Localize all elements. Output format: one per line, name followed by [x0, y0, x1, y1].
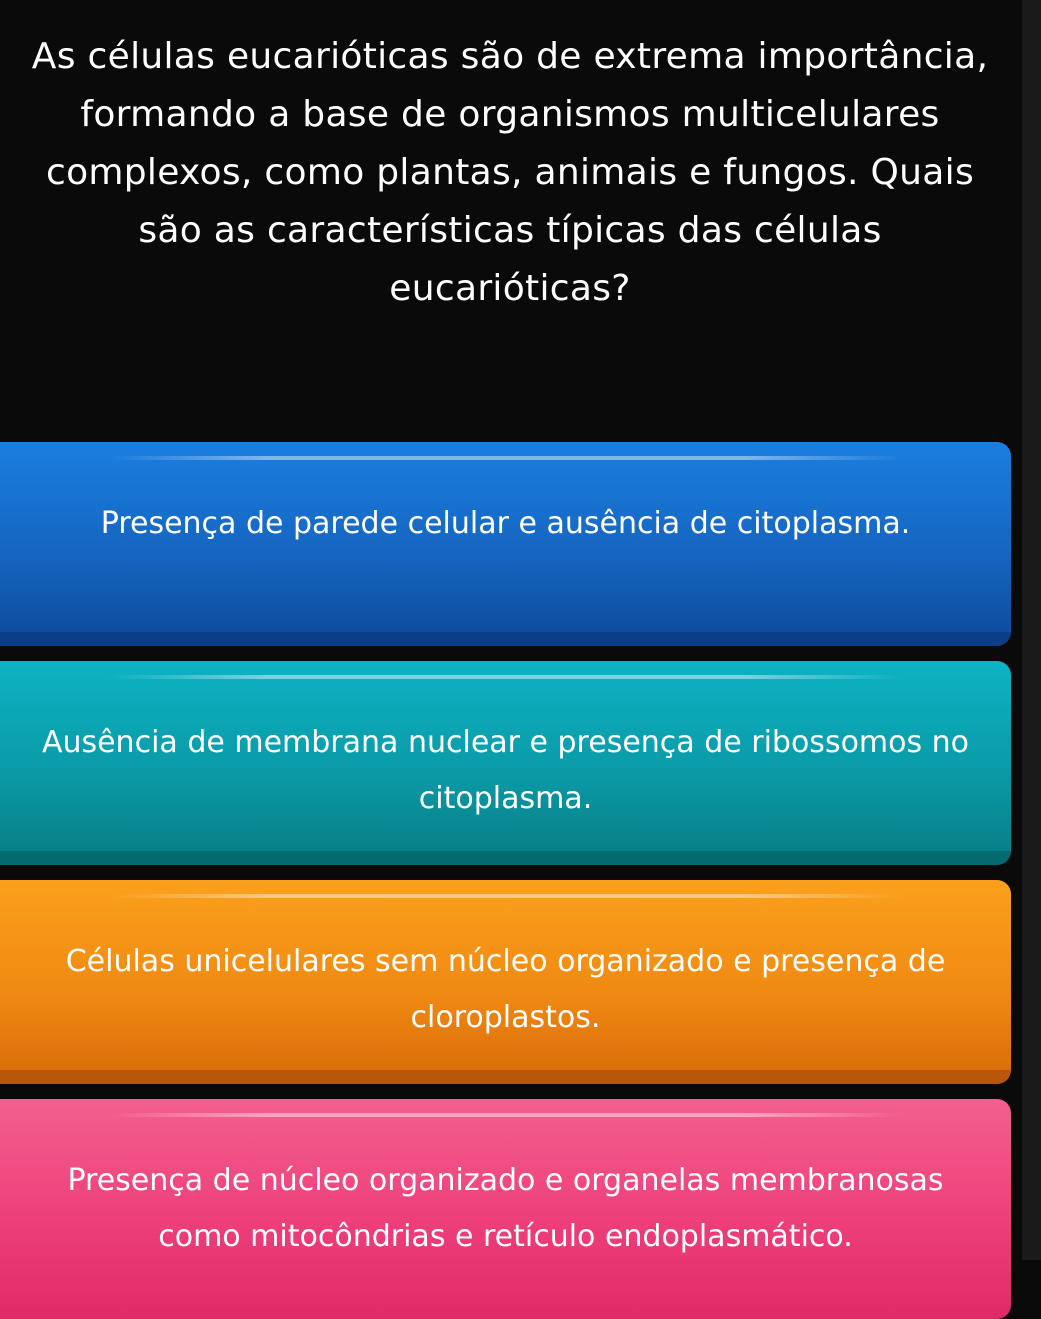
- answer-option-1[interactable]: [0, 442, 1011, 646]
- button-highlight: [110, 675, 901, 679]
- answer-label: Presença de parede celular e ausência de citoplasma.: [100, 506, 911, 541]
- answer-option-4[interactable]: [0, 1099, 1011, 1319]
- question-text: As células eucarióticas são de extrema importância, formando a base de organismos multicelulares complexos, como plantas, animais e fungos. Quais são as características típicas das células eucarióticas?: [31, 36, 989, 309]
- answer-label: Ausência de membrana nuclear e presença de ribossomos no citoplasma.: [41, 725, 970, 816]
- answer-label: Células unicelulares sem núcleo organizado e presença de cloroplastos.: [65, 944, 946, 1035]
- button-shadow: [0, 632, 1011, 646]
- answer-option-2[interactable]: [0, 661, 1011, 865]
- answer-label: Presença de núcleo organizado e organelas membranosas como mitocôndrias e retículo endoplasmático.: [67, 1163, 944, 1254]
- button-shadow: [0, 851, 1011, 865]
- button-shadow: [0, 1070, 1011, 1084]
- button-highlight: [110, 1113, 901, 1117]
- answer-option-3[interactable]: [0, 880, 1011, 1084]
- scrollbar[interactable]: [1022, 0, 1041, 1260]
- button-highlight: [110, 456, 901, 460]
- button-highlight: [110, 894, 901, 898]
